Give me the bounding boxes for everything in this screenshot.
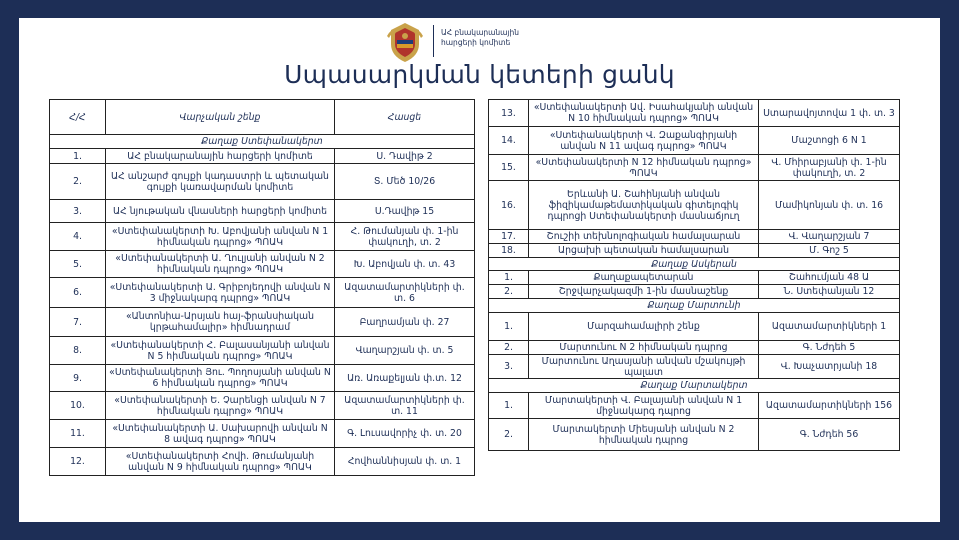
building-name: Երևանի Ա. Շահինյանի անվան ֆիզիկամաթեմատիկական գիտելոգիկ դպրոցի Ստեփանակերտի մասնաճյուղ [529,181,759,230]
row-number: 3. [50,200,106,223]
building-name: «Ստեփանակերտի Հ. Բալասանյանի անվան N 5 հիմնական դպրոց» ՊՈԱԿ [106,337,335,365]
address: Հովհաննիսյան փ. տ. 1 [335,448,475,476]
address: Վ. Խաչատրյանի 18 [759,355,900,379]
org-line-1: ԱՀ բնակարանային [441,28,520,37]
section-title: Քաղաք Մարտունի [489,299,900,313]
address: Առ. Առաքելյան փ.տ. 12 [335,365,475,392]
section-title: Քաղաք Մարտակերտ [489,379,900,393]
section-title: Քաղաք Ասկերան [489,258,900,271]
address: Տ. Մեծ 10/26 [335,164,475,200]
building-name: «Ստեփանակերտի Վ. Զաքանգիրյանի անվան N 11 ավագ դպրոց» ՊՈԱԿ [529,127,759,155]
table-row [50,149,475,164]
header-divider [433,25,434,57]
row-number: 7. [50,308,106,337]
address: Գ. Լուսավորիչ փ. տ. 20 [335,420,475,448]
address: Շահումյան 48 Ա [759,271,900,285]
row-number: 10. [50,392,106,420]
building-name: Մարզահամալիրի շենք [529,313,759,341]
section-row [50,135,475,149]
row-number: 2. [489,419,529,451]
building-name: Շուշիի տեխնոլոգիական համալսարան [529,230,759,244]
table-row [50,420,475,448]
address: Գ. Նժդեհ 56 [759,419,900,451]
row-number: 8. [50,337,106,365]
address: Ն. Ստեփանյան 12 [759,285,900,299]
row-number: 6. [50,278,106,308]
table-row [50,308,475,337]
row-number: 2. [489,341,529,355]
page-title: Սպասարկման կետերի ցանկ [284,60,675,89]
row-number: 4. [50,223,106,251]
row-number: 13. [489,100,529,127]
address: Ազատամարտիկների փ. տ. 6 [335,278,475,308]
building-name: «Ստեփանակերտի Յու. Պողոսյանի անվան N 6 հիմնական դպրոց» ՊՈԱԿ [106,365,335,392]
row-number: 2. [50,164,106,200]
right-table [488,99,900,451]
address: Բաղրամյան փ. 27 [335,308,475,337]
table-row [489,313,900,341]
table-row [489,181,900,230]
row-number: 5. [50,251,106,278]
row-number: 9. [50,365,106,392]
building-name: Մարտունու Աղասյանի անվան մշակույթի պալատ [529,355,759,379]
row-number: 11. [50,420,106,448]
table-row [489,419,900,451]
address: Վաղարշյան փ. տ. 5 [335,337,475,365]
building-name: «Ստեփանակերտի Ա. Ղուլյանի անվան N 2 հիմնական դպրոց» ՊՈԱԿ [106,251,335,278]
address: Ստարավոյտովա 1 փ. տ. 3 [759,100,900,127]
address: Ս.Դավիթ 15 [335,200,475,223]
section-row [489,258,900,271]
address: Հ. Թումանյան փ. 1-ին փակուղի, տ. 2 [335,223,475,251]
organization-name [441,28,519,48]
org-line-2: հարցերի կոմիտե [441,38,511,47]
address: Վ. Մհիրաբյանի փ. 1-ին փակուղի, տ. 2 [759,155,900,181]
building-name: ԱՀ բնակարանային հարցերի կոմիտե [106,149,335,164]
table-row [489,230,900,244]
table-row [489,393,900,419]
building-name: ԱՀ նյութական վնասների հարցերի կոմիտե [106,200,335,223]
building-name: «Անտոնիա-Արսյան հայ-ֆրանսիական կրթահամալիր» հիմնադրամ [106,308,335,337]
address: Ազատամարտիկների 1 [759,313,900,341]
address: Ազատամարտիկների 156 [759,393,900,419]
left-table [49,99,475,476]
table-row [50,392,475,420]
header-address: Հասցե [335,100,475,135]
row-number: 1. [489,271,529,285]
table-row [489,285,900,299]
row-number: 3. [489,355,529,379]
row-number: 17. [489,230,529,244]
table-row [489,155,900,181]
row-number: 1. [50,149,106,164]
building-name: «Ստեփանակերտի Ա. Սախարովի անվան N 8 ավագ դպրոց» ՊՈԱԿ [106,420,335,448]
table-row [489,100,900,127]
building-name: Մարտակերտի Վ. Բալայանի անվան N 1 միջնակարգ դպրոց [529,393,759,419]
building-name: «Ստեփանակերտի Ե. Չարենցի անվան N 7 հիմնական դպրոց» ՊՈԱԿ [106,392,335,420]
section-row [489,299,900,313]
building-name: ԱՀ անշարժ գույքի կադաստրի և պետական գույքի կառավարման կոմիտե [106,164,335,200]
building-name: Մարտակերտի Միեսյանի անվան N 2 հիմնական դպրոց [529,419,759,451]
row-number: 12. [50,448,106,476]
row-number: 14. [489,127,529,155]
section-row [489,379,900,393]
row-number: 18. [489,244,529,258]
table-row [489,355,900,379]
building-name: Մարտունու N 2 հիմնական դպրոց [529,341,759,355]
table-row [50,164,475,200]
row-number: 1. [489,313,529,341]
address: Մամիկոնյան փ. տ. 16 [759,181,900,230]
section-title: Քաղաք Ստեփանակերտ [50,135,475,149]
table-row [489,127,900,155]
table-row [50,200,475,223]
row-number: 1. [489,393,529,419]
table-row [489,244,900,258]
address: Ազատամարտիկների փ. տ. 11 [335,392,475,420]
building-name: «Ստեփանակերտի Ա. Գրիբոյեդովի անվան N 3 միջնակարգ դպրոց» ՊՈԱԿ [106,278,335,308]
table-row [50,337,475,365]
address: Գ. Նժդեհ 5 [759,341,900,355]
table-row [50,278,475,308]
address: Ս. Դավիթ 2 [335,149,475,164]
row-number: 15. [489,155,529,181]
table-row [489,341,900,355]
header-building: Վարչական շենք [106,100,335,135]
building-name: «Ստեփանակերտի N 12 հիմնական դպրոց» ՊՈԱԿ [529,155,759,181]
building-name: Շրջվարչակազմի 1-ին մասնաշենք [529,285,759,299]
address: Խ. Աբովյան փ. տ. 43 [335,251,475,278]
building-name: «Ստեփանակերտի Ավ. Իսահակյանի անվան N 10 հիմնական դպրոց» ՊՈԱԿ [529,100,759,127]
address: Մ. Գոշ 5 [759,244,900,258]
building-name: Քաղաքապետարան [529,271,759,285]
address: Մաշտոցի 6 N 1 [759,127,900,155]
building-name: Արցախի պետական համալսարան [529,244,759,258]
building-name: «Ստեփանակերտի Խ. Աբովյանի անվան N 1 հիմնական դպրոց» ՊՈԱԿ [106,223,335,251]
header-number: Հ/Հ [50,100,106,135]
row-number: 2. [489,285,529,299]
table-row [50,365,475,392]
table-row [50,223,475,251]
table-row [50,448,475,476]
table-row [50,251,475,278]
emblem-logo [385,20,425,64]
address: Վ. Վաղարշյան 7 [759,230,900,244]
table-row [489,271,900,285]
building-name: «Ստեփանակերտի Հովի. Թումանյանի անվան N 9 հիմնական դպրոց» ՊՈԱԿ [106,448,335,476]
row-number: 16. [489,181,529,230]
